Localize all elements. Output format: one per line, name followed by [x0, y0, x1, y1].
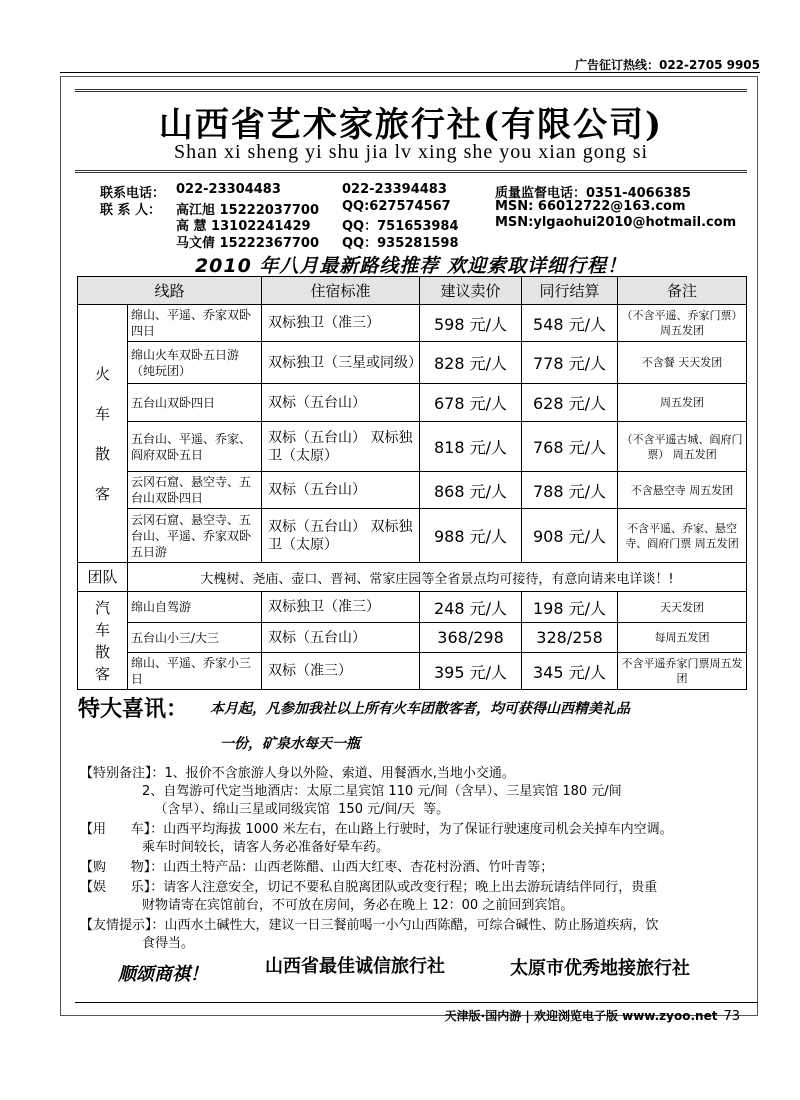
col-header-sell-price: 建议卖价 [420, 277, 522, 305]
lodging-cell: 双标独卫（准三） [262, 592, 420, 623]
route-cell: 绵山自驾游 [128, 592, 262, 623]
remark-line: 财物请寄在宾馆前台，不可放在房间，务必在晚上 12：00 之前回到宾馆。 [80, 898, 574, 913]
note-cell: 不含平遥乔家门票周五发团 [618, 653, 747, 690]
closing-greeting: 顺颂商祺！ [118, 964, 208, 985]
col-header-settle-price: 同行结算 [522, 277, 618, 305]
lodging-cell: 双标（五台山） [262, 472, 420, 509]
phone-1: 022-23304483 [176, 182, 281, 197]
route-price-table [77, 276, 747, 690]
sell-price-cell: 395 元/人 [420, 653, 522, 690]
settle-price-cell: 345 元/人 [522, 653, 618, 690]
note-cell: 每周五发团 [618, 623, 747, 653]
footer-text: 天津版·国内游 | 欢迎浏览电子版 www.zyoo.net [444, 1009, 718, 1023]
sell-price-cell: 828 元/人 [420, 342, 522, 384]
route-cell: 绵山火车双卧五日游（纯玩团） [128, 342, 262, 384]
route-cell: 五台山小三/大三 [128, 623, 262, 653]
contact-person: 高 慧 13102241429 [176, 219, 311, 234]
contact-person: 高江旭 15222037700 [176, 203, 320, 218]
phone-label: 联系电话： [100, 186, 166, 201]
route-cell: 五台山双卧四日 [128, 384, 262, 422]
honor-title-1: 山西省最佳诚信旅行社 [265, 956, 445, 977]
contact-msn: MSN: 66012722@163.com [495, 199, 686, 214]
remark-line: 【特别备注】：1、报价不含旅游人身以外险、索道、用餐酒水,当地小交通。 [80, 766, 515, 781]
col-header-note: 备注 [618, 277, 747, 305]
route-cell: 云冈石窟、悬空寺、五台山双卧四日 [128, 472, 262, 509]
col-header-lodging: 住宿标准 [262, 277, 420, 305]
contact-person-label: 联 系 人： [100, 203, 162, 218]
table-row [78, 509, 747, 563]
note-cell: 不含平遥、乔家、悬空寺、阎府门票 周五发团 [618, 509, 747, 563]
settle-price-cell: 788 元/人 [522, 472, 618, 509]
page-number: 73 [723, 1009, 740, 1024]
sell-price-cell: 598 元/人 [420, 305, 522, 342]
honor-title-2: 太原市优秀地接旅行社 [510, 958, 690, 979]
remark-line: 【娱 乐】：请客人注意安全，切记不要私自脱离团队或改变行程；晚上出去游玩请结伴同行，贵重 [80, 880, 658, 895]
note-cell: 天天发团 [618, 592, 747, 623]
table-row [78, 422, 747, 472]
sell-price-cell: 868 元/人 [420, 472, 522, 509]
sell-price-cell: 368/298 [420, 623, 522, 653]
lodging-cell: 双标（五台山） 双标独卫（太原） [262, 422, 420, 472]
contact-person: 马文倩 15222367700 [176, 236, 320, 251]
table-row [78, 653, 747, 690]
remark-line: 【友情提示】：山西水土碱性大，建议一日三餐前喝一小勺山西陈醋，可综合碱性、防止肠道疾病，饮 [80, 918, 659, 933]
route-headline: 2010 年八月最新路线推荐 欢迎索取详细行程！ [194, 255, 628, 277]
table-row [78, 472, 747, 509]
contact-qq: QQ：751653984 [342, 219, 459, 234]
contact-qq: QQ：935281598 [342, 236, 459, 251]
category-car: 汽车散客 [78, 592, 128, 690]
phone-2: 022-23394483 [342, 182, 447, 197]
ad-hotline: 广告征订热线：022-2705 9905 [574, 58, 760, 72]
table-row [78, 384, 747, 422]
agency-title: 山西省艺术家旅行社(有限公司) [158, 105, 664, 145]
note-cell: 周五发团 [618, 384, 747, 422]
route-cell: 云冈石窟、悬空寺、五台山、平遥、乔家双卧五日游 [128, 509, 262, 563]
contact-qq: QQ:627574567 [342, 199, 451, 214]
note-cell: （不含平遥、乔家门票）周五发团 [618, 305, 747, 342]
sell-price-cell: 678 元/人 [420, 384, 522, 422]
remark-line: 【购 物】：山西土特产品：山西老陈醋、山西大红枣、杏花村汾酒、竹叶青等； [80, 860, 554, 875]
lodging-cell: 双标（五台山） [262, 384, 420, 422]
big-news-text: 本月起，凡参加我社以上所有火车团散客者，均可获得山西精美礼品 [210, 701, 630, 717]
settle-price-cell: 198 元/人 [522, 592, 618, 623]
footer [445, 1007, 740, 1024]
table-row [78, 623, 747, 653]
remark-line: 食得当。 [80, 936, 194, 951]
settle-price-cell: 548 元/人 [522, 305, 618, 342]
note-cell: （不含平遥古城、阎府门票） 周五发团 [618, 422, 747, 472]
remark-line: 2、自驾游可代定当地酒店：太原二星宾馆 110 元/间（含早）、三星宾馆 180 元/间 [80, 784, 622, 799]
sell-price-cell: 988 元/人 [420, 509, 522, 563]
col-header-route: 线路 [78, 277, 262, 305]
remark-line: 乘车时间较长，请客人务必准备好晕车药。 [80, 840, 389, 855]
group-row [78, 563, 747, 592]
note-cell: 不含悬空寺 周五发团 [618, 472, 747, 509]
table-row [78, 305, 747, 342]
table-row [78, 592, 747, 623]
remark-line: （含早）、绵山三星或同级宾馆 150 元/间/天 等。 [80, 802, 450, 817]
lodging-cell: 双标（准三） [262, 653, 420, 690]
settle-price-cell: 778 元/人 [522, 342, 618, 384]
remark-line: 【用 车】：山西平均海拔 1000 米左右，在山路上行驶时，为了保证行驶速度司机会关掉车内空调。 [80, 822, 673, 837]
big-news-label: 特大喜讯： [78, 697, 189, 722]
top-divider [60, 72, 760, 73]
lodging-cell: 双标独卫（三星或同级） [262, 342, 420, 384]
agency-title-pinyin: Shan xi sheng yi shu jia lv xing she you xian gong si [173, 141, 649, 163]
sell-price-cell: 818 元/人 [420, 422, 522, 472]
lodging-cell: 双标（五台山） 双标独卫（太原） [262, 509, 420, 563]
settle-price-cell: 328/258 [522, 623, 618, 653]
settle-price-cell: 628 元/人 [522, 384, 618, 422]
contact-msn: MSN:ylgaohui2010@hotmail.com [495, 215, 737, 230]
lodging-cell: 双标独卫（准三） [262, 305, 420, 342]
route-cell: 绵山、平遥、乔家小三日 [128, 653, 262, 690]
category-train: 火车散客 [78, 305, 128, 563]
settle-price-cell: 768 元/人 [522, 422, 618, 472]
supervision-phone: 质量监督电话：0351-4066385 [495, 186, 691, 201]
settle-price-cell: 908 元/人 [522, 509, 618, 563]
table-row [78, 342, 747, 384]
note-cell: 不含餐 天天发团 [618, 342, 747, 384]
route-cell: 绵山、平遥、乔家双卧四日 [128, 305, 262, 342]
sell-price-cell: 248 元/人 [420, 592, 522, 623]
footer-divider [75, 1002, 758, 1003]
table-header-row [78, 277, 747, 305]
route-cell: 五台山、平遥、乔家、阎府双卧五日 [128, 422, 262, 472]
big-news-text-continued: 一份，矿泉水每天一瓶 [220, 736, 360, 752]
lodging-cell: 双标（五台山） [262, 623, 420, 653]
category-group: 团队 [78, 563, 128, 592]
group-description: 大槐树、尧庙、壶口、晋祠、常家庄园等全省景点均可接待，有意向请来电详谈！! [128, 563, 747, 592]
